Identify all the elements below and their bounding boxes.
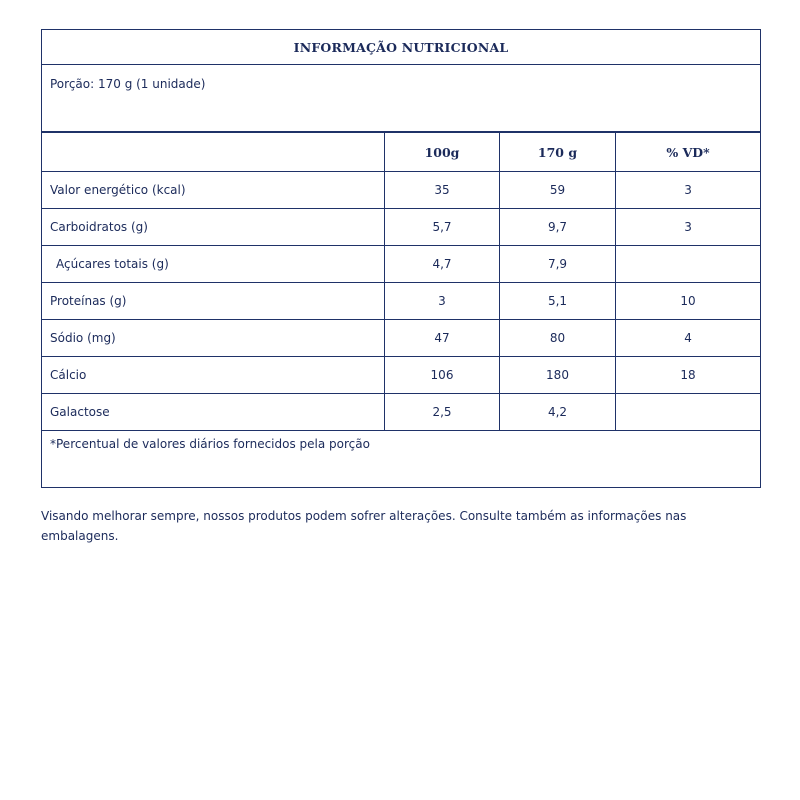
portion-text: Porção: 170 g (1 unidade) — [42, 65, 761, 133]
value-vd: 3 — [616, 209, 761, 246]
value-vd: 18 — [616, 357, 761, 394]
table-row — [42, 320, 761, 357]
value-170g: 59 — [500, 172, 616, 209]
value-vd: 3 — [616, 172, 761, 209]
table-title-row — [42, 30, 761, 65]
nutrient-name: Cálcio — [42, 357, 385, 394]
table-row — [42, 394, 761, 431]
value-170g: 9,7 — [500, 209, 616, 246]
value-170g: 5,1 — [500, 283, 616, 320]
value-100g: 4,7 — [385, 246, 500, 283]
nutrition-facts-table — [41, 29, 761, 488]
value-100g: 47 — [385, 320, 500, 357]
nutrient-name: Proteínas (g) — [42, 283, 385, 320]
value-100g: 35 — [385, 172, 500, 209]
value-170g: 7,9 — [500, 246, 616, 283]
column-header-nutrient — [42, 132, 385, 172]
column-header-row — [42, 132, 761, 172]
table-row — [42, 357, 761, 394]
column-header-170g: 170 g — [500, 132, 616, 172]
disclaimer-text: Visando melhorar sempre, nossos produtos podem sofrer alterações. Consulte também as informações nas embalagens. — [41, 509, 687, 543]
portion-row — [42, 65, 761, 133]
value-100g: 3 — [385, 283, 500, 320]
nutrient-name: Carboidratos (g) — [42, 209, 385, 246]
value-vd — [616, 394, 761, 431]
table-row — [42, 246, 761, 283]
nutrient-name: Sódio (mg) — [42, 320, 385, 357]
table-row — [42, 172, 761, 209]
value-170g: 80 — [500, 320, 616, 357]
table-row — [42, 209, 761, 246]
table-row — [42, 283, 761, 320]
value-100g: 106 — [385, 357, 500, 394]
nutrient-name: Galactose — [42, 394, 385, 431]
value-100g: 5,7 — [385, 209, 500, 246]
value-vd — [616, 246, 761, 283]
nutrient-name: Açúcares totais (g) — [42, 246, 385, 283]
value-170g: 4,2 — [500, 394, 616, 431]
footnote-row — [42, 431, 761, 488]
column-header-vd: % VD* — [616, 132, 761, 172]
column-header-100g: 100g — [385, 132, 500, 172]
value-vd: 4 — [616, 320, 761, 357]
nutrient-name: Valor energético (kcal) — [42, 172, 385, 209]
value-100g: 2,5 — [385, 394, 500, 431]
value-vd: 10 — [616, 283, 761, 320]
value-170g: 180 — [500, 357, 616, 394]
table-title: INFORMAÇÃO NUTRICIONAL — [42, 30, 761, 65]
table-footnote: *Percentual de valores diários fornecidos pela porção — [42, 431, 761, 488]
